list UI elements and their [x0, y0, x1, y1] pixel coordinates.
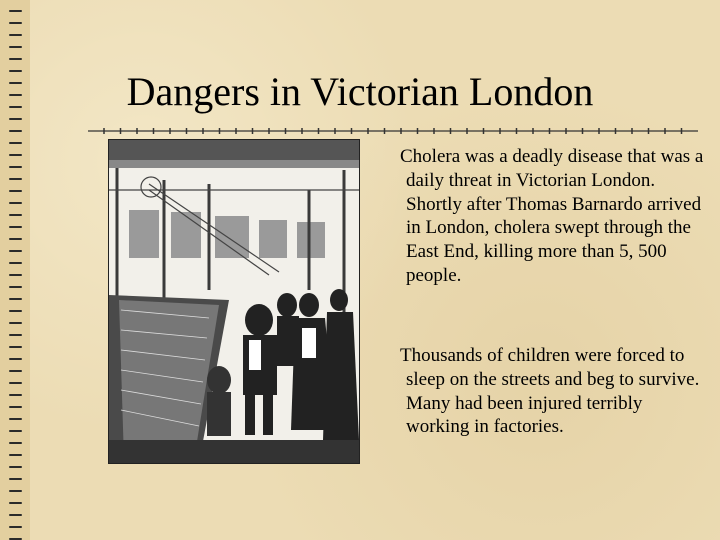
binding-ring	[9, 526, 22, 528]
binding-ring	[9, 238, 22, 240]
binding-ring	[9, 178, 22, 180]
binding-ring	[9, 34, 22, 36]
binding-ring	[9, 514, 22, 516]
factory-engraving-image	[108, 139, 360, 464]
binding-ring	[9, 154, 22, 156]
cholera-paragraph: Cholera was a deadly disease that was a daily threat in Victorian London. Shortly after Thomas Barnardo arrived in London, cholera swept through the East End, killing more than 5, 500 people.	[400, 146, 704, 286]
binding-ring	[9, 274, 22, 276]
binding-ring	[9, 298, 22, 300]
binding-ring	[9, 286, 22, 288]
binding-ring	[9, 382, 22, 384]
binding-ring	[9, 478, 22, 480]
binding-ring	[9, 214, 22, 216]
binding-ring	[9, 406, 22, 408]
binding-ring	[9, 394, 22, 396]
notebook-binding	[0, 0, 30, 540]
binding-ring	[9, 466, 22, 468]
binding-ring	[9, 370, 22, 372]
binding-ring	[9, 166, 22, 168]
binding-ring	[9, 346, 22, 348]
binding-ring	[9, 310, 22, 312]
binding-ring	[9, 46, 22, 48]
binding-ring	[9, 190, 22, 192]
binding-ring	[9, 142, 22, 144]
binding-ring	[9, 442, 22, 444]
title-divider	[88, 128, 698, 134]
binding-ring	[9, 418, 22, 420]
binding-ring	[9, 262, 22, 264]
binding-ring	[9, 358, 22, 360]
binding-ring	[9, 502, 22, 504]
binding-ring	[9, 70, 22, 72]
binding-ring	[9, 94, 22, 96]
binding-ring	[9, 118, 22, 120]
binding-ring	[9, 454, 22, 456]
binding-ring	[9, 58, 22, 60]
binding-ring	[9, 490, 22, 492]
binding-ring	[9, 106, 22, 108]
binding-ring	[9, 130, 22, 132]
binding-ring	[9, 250, 22, 252]
binding-ring	[9, 22, 22, 24]
binding-ring	[9, 202, 22, 204]
binding-ring	[9, 430, 22, 432]
binding-ring	[9, 334, 22, 336]
street-children-paragraph: Thousands of children were forced to sleep on the streets and beg to survive. Many had been injured terribly working in factories.	[400, 345, 700, 438]
binding-ring	[9, 10, 22, 12]
slide-title: Dangers in Victorian London	[126, 69, 594, 114]
binding-ring	[9, 226, 22, 228]
binding-ring	[9, 82, 22, 84]
binding-ring	[9, 322, 22, 324]
